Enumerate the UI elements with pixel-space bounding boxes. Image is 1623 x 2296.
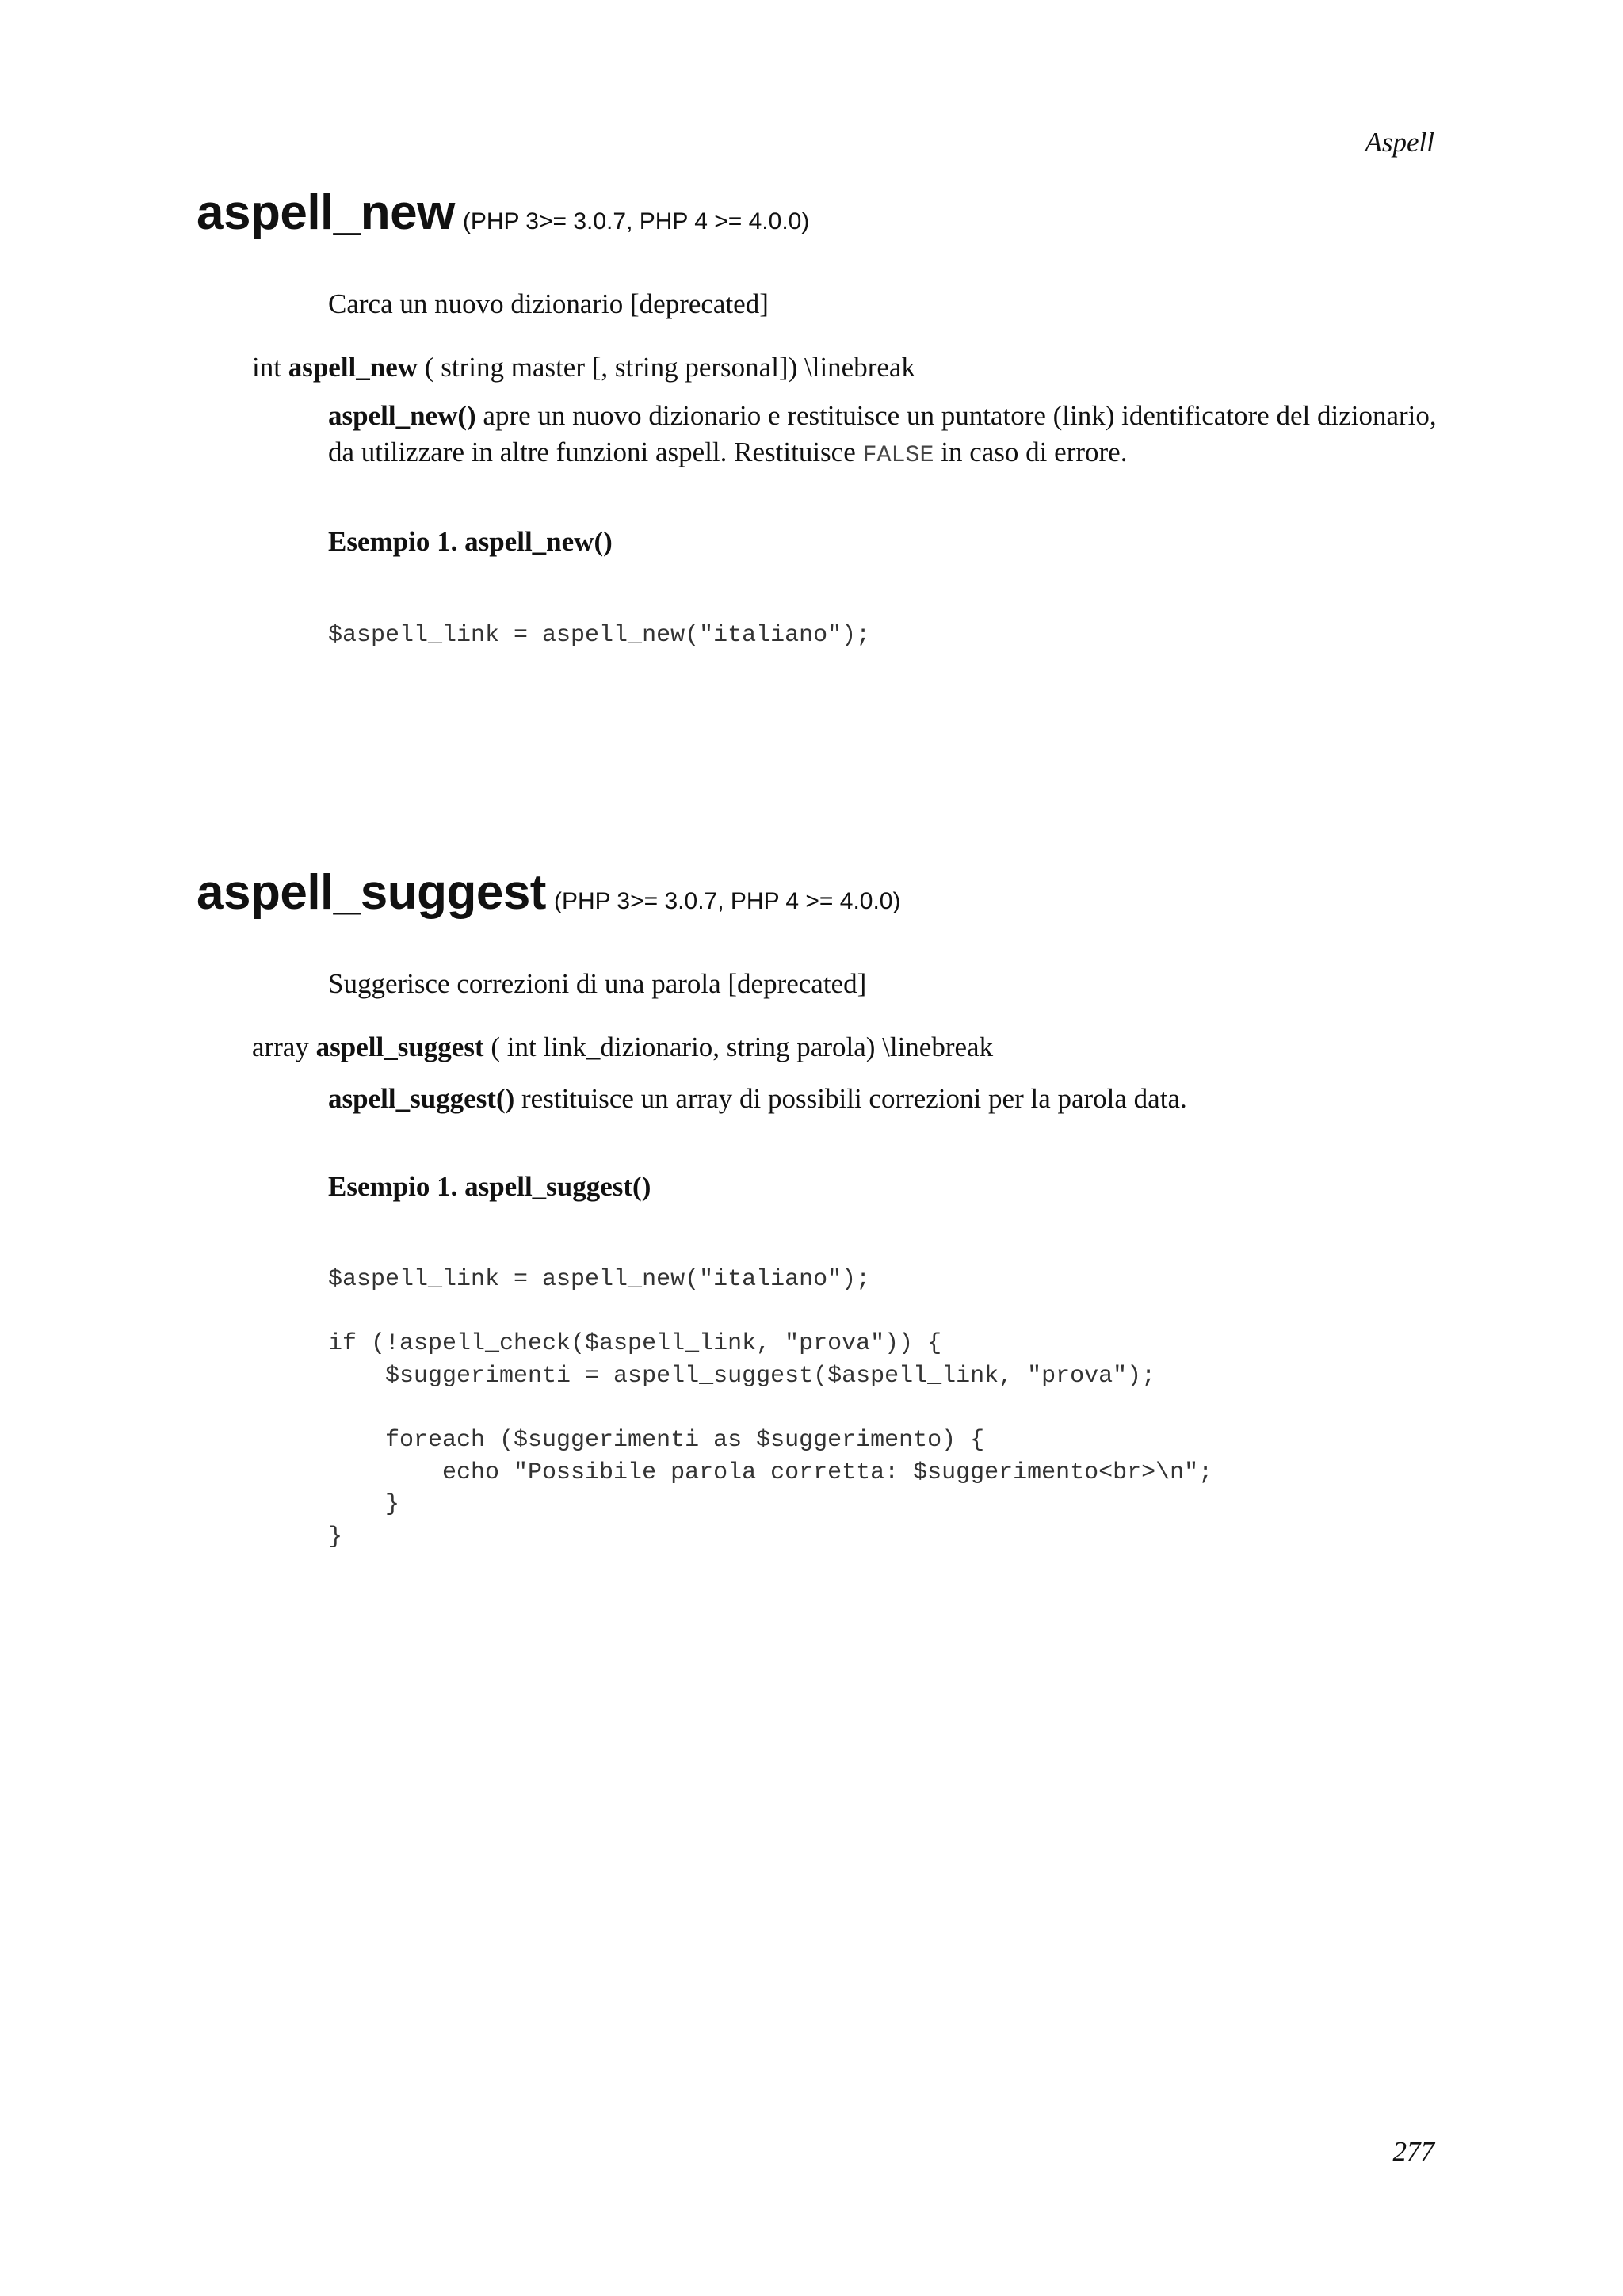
return-type: int [252, 352, 281, 383]
description-text: apre un nuovo dizionario e restituisce un puntatore (link) identificatore del dizionario, da utilizzare in altre funzioni aspell. Restituisce [328, 400, 1437, 467]
literal-false: FALSE [862, 442, 934, 469]
running-header: Aspell [1365, 127, 1434, 158]
version-info: (PHP 3>= 3.0.7, PHP 4 >= 4.0.0) [553, 888, 901, 914]
example-title: Esempio 1. aspell_new() [328, 526, 613, 557]
code-example: $aspell_link = aspell_new("italiano"); if (!aspell_check($aspell_link, "prova")) { $suggerimenti = aspell_suggest($aspell_link, "prova"); foreach ($suggerimenti as $suggerimento) { echo "Possibile parola corretta: $suggerimento<br>\n"; } } [328, 1266, 1213, 1550]
page-number: 277 [1392, 2136, 1434, 2167]
description-text-end: in caso di errore. [934, 437, 1128, 467]
refpurpose: Suggerisce correzioni di una parola [deprecated] [328, 968, 867, 999]
entry-title-aspell-suggest [197, 865, 901, 920]
synopsis-function: aspell_new [288, 352, 418, 383]
example-title: Esempio 1. aspell_suggest() [328, 1171, 651, 1202]
function-synopsis [252, 1032, 993, 1063]
function-name: aspell_new [197, 185, 455, 240]
code-example: $aspell_link = aspell_new("italiano"); [328, 622, 871, 649]
entry-title-aspell-new [197, 185, 810, 240]
version-info: (PHP 3>= 3.0.7, PHP 4 >= 4.0.0) [462, 208, 810, 235]
synopsis-params: ( int link_dizionario, string parola) \linebreak [491, 1032, 994, 1062]
function-reference: aspell_new() [328, 400, 476, 431]
function-synopsis [252, 352, 915, 383]
description-paragraph [328, 398, 1438, 474]
function-reference: aspell_suggest() [328, 1083, 515, 1114]
refpurpose: Carca un nuovo dizionario [deprecated] [328, 288, 769, 319]
synopsis-params: ( string master [, string personal]) \linebreak [424, 352, 915, 383]
synopsis-function: aspell_suggest [315, 1032, 484, 1062]
description-paragraph [328, 1081, 1438, 1117]
description-text: restituisce un array di possibili correzioni per la parola data. [514, 1083, 1187, 1114]
return-type: array [252, 1032, 309, 1062]
function-name: aspell_suggest [197, 865, 546, 920]
